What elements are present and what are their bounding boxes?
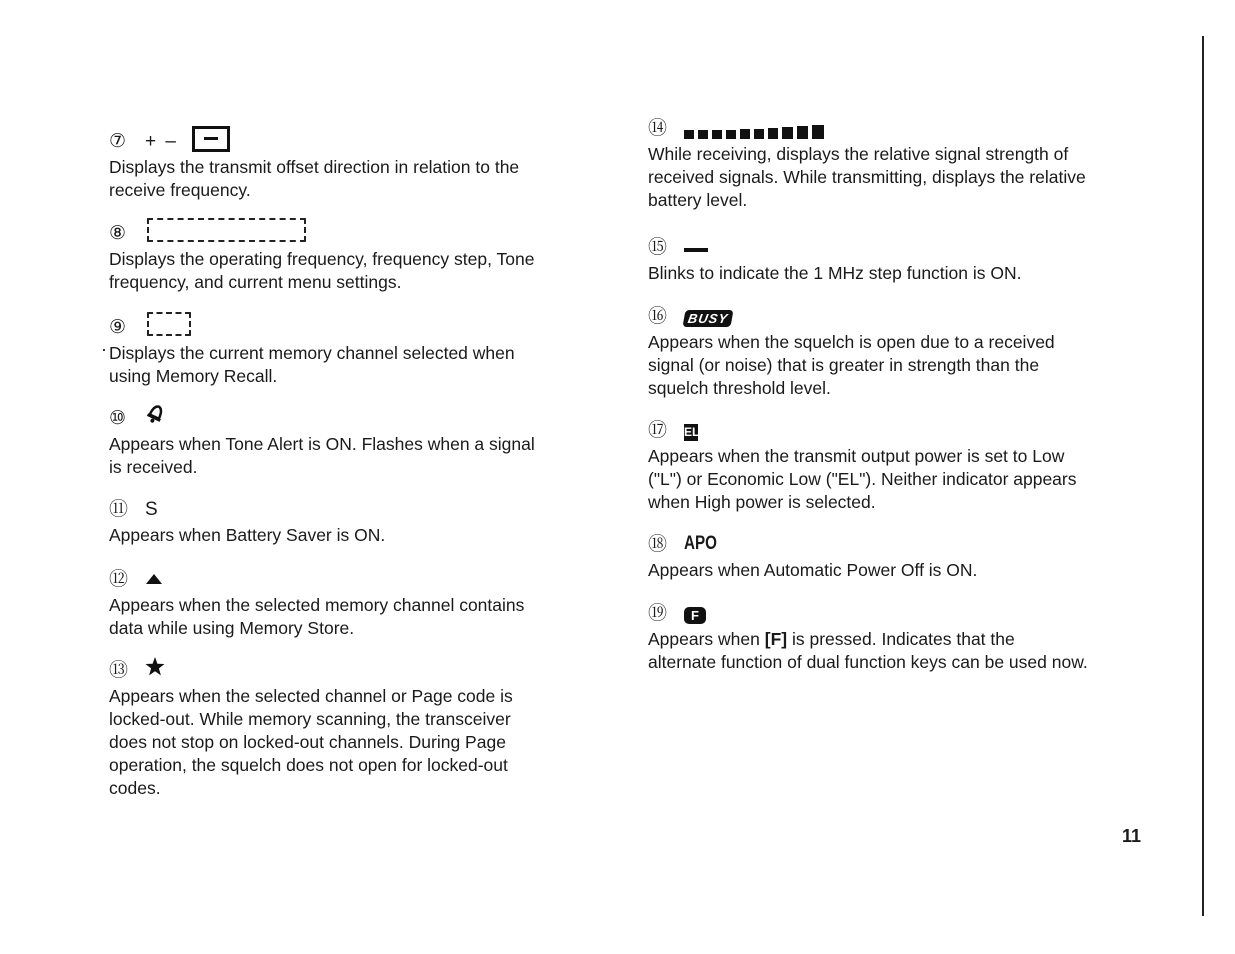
entry-8 (109, 214, 609, 294)
item-number: ⑮ (648, 237, 668, 258)
f-key-label: [F] (764, 629, 788, 649)
entry-12 (109, 560, 609, 640)
entry-description: Appears when Automatic Power Off is ON. (648, 560, 978, 580)
entry-description: Blinks to indicate the 1 MHz step function is ON. (648, 263, 1022, 283)
busy-indicator-icon: BUSY (683, 310, 734, 327)
entry-description: Displays the current memory channel selected when using Memory Recall. (109, 343, 515, 386)
entry-11 (109, 490, 609, 547)
frequency-display-icon (147, 218, 306, 242)
entry-14 (648, 109, 1158, 212)
signal-strength-bars-icon (684, 125, 824, 139)
entry-15 (648, 228, 1158, 285)
item-number: ⑧ (109, 223, 127, 244)
item-number: ⑯ (648, 306, 668, 327)
item-number: ⑨ (109, 317, 127, 338)
entry-16 (648, 297, 1158, 400)
meter-segment (812, 125, 824, 139)
right-margin-rule (1202, 36, 1204, 916)
dash-bar-icon (684, 248, 708, 252)
entry-18 (648, 525, 1158, 582)
function-key-icon: F (684, 607, 706, 624)
scan-mark (103, 349, 105, 351)
star-icon (145, 657, 165, 681)
item-number: ⑦ (109, 131, 127, 152)
memory-channel-display-icon (147, 312, 191, 336)
item-number: ⑬ (109, 660, 129, 681)
entry-10 (109, 399, 609, 479)
meter-segment (698, 130, 708, 139)
entry-7 (109, 122, 609, 202)
entry-description: Appears when the squelch is open due to a received signal (or noise) that is greater in strength than the squelch threshold level. (648, 332, 1055, 398)
entry-description: Appears when the transmit output power is set to Low ("L") or Economic Low ("EL"). Neither indicator appears when High power is selected. (648, 446, 1077, 512)
item-number: ⑩ (109, 408, 127, 429)
entry-17 (648, 411, 1158, 514)
offset-direction-indicator (145, 126, 230, 152)
entry-9 (109, 308, 609, 388)
entry-description: Displays the operating frequency, frequency step, Tone frequency, and current menu settings. (109, 249, 535, 292)
meter-segment (712, 130, 722, 139)
meter-segment (740, 129, 750, 139)
item-number: ⑫ (109, 569, 129, 590)
entry-13 (109, 651, 609, 800)
meter-segment (768, 128, 778, 139)
entry-description: Appears when [F] is pressed. Indicates that the alternate function of dual function keys can be used now. (648, 629, 1088, 672)
item-number: ⑲ (648, 603, 668, 624)
entry-description: Appears when the selected memory channel contains data while using Memory Store. (109, 595, 525, 638)
battery-saver-s-icon: S (145, 499, 158, 520)
boxed-minus-icon (192, 126, 230, 152)
apo-indicator: APO (684, 533, 717, 554)
meter-segment (684, 130, 694, 139)
page-number: 11 (1122, 826, 1142, 846)
plus-minus-symbols: + – (145, 131, 178, 152)
bell-icon (145, 402, 167, 429)
triangle-up-icon (145, 572, 163, 590)
meter-segment (754, 129, 764, 139)
el-block: EL (684, 425, 700, 439)
item-number: ⑭ (648, 118, 668, 139)
entry-description: Appears when the selected channel or Page code is locked-out. While memory scanning, the transceiver does not stop on locked-out channels. During Page operation, the squelch does not open for locked-out codes. (109, 686, 513, 798)
entry-description: While receiving, displays the relative signal strength of received signals. While transmitting, displays the relative battery level. (648, 144, 1086, 210)
meter-segment (782, 127, 793, 139)
meter-segment (726, 130, 736, 139)
item-number: ⑱ (648, 534, 668, 555)
item-number: ⑰ (648, 420, 668, 441)
economic-low-power-icon (684, 424, 698, 441)
entry-description: Displays the transmit offset direction in relation to the receive frequency. (109, 157, 520, 200)
entry-19 (648, 594, 1158, 674)
meter-segment (797, 126, 808, 139)
entry-description: Appears when Battery Saver is ON. (109, 525, 386, 545)
entry-description: Appears when Tone Alert is ON. Flashes when a signal is received. (109, 434, 535, 477)
item-number: ⑪ (109, 499, 129, 520)
